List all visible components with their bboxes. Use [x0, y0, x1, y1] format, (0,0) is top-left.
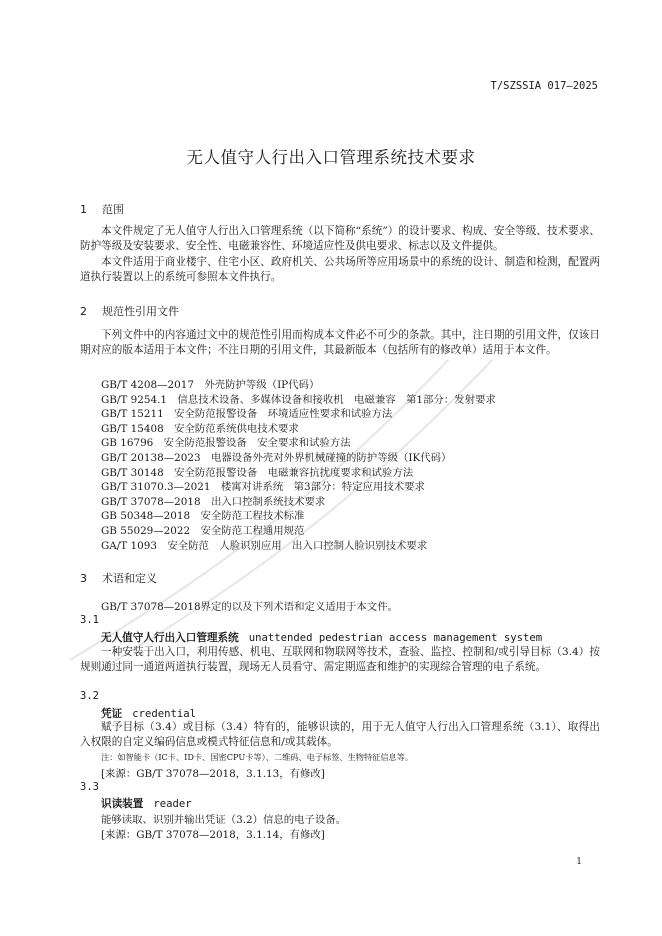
term-zh: 识读装置: [101, 798, 144, 810]
section-title: 规范性引用文件: [102, 305, 179, 318]
reference-item: GB/T 4208—2017 外壳防护等级（IP代码）: [101, 379, 320, 391]
page-number: 1: [576, 857, 582, 867]
reference-item: GB/T 20138—2023 电器设备外壳对外界机械碰撞的防护等级（IK代码）: [101, 452, 452, 464]
section-title: 术语和定义: [102, 572, 157, 585]
reference-item: GB 55029—2022 安全防范工程通用规范: [101, 525, 305, 537]
section-2-paragraph-1: 下列文件中的内容通过文中的规范性引用而构成本文件必不可少的条款。其中，注日期的引用文件，仅该日期对应的版本适用于本文件；不注日期的引用文件，其最新版本（包括所有的修改单）适用于本文件。: [80, 329, 600, 357]
term-note: 注：如智能卡（IC卡、ID卡、国密CPU卡等）、二维码、电子标签、生物特征信息等。: [101, 752, 414, 762]
clause-number: 3.3: [80, 781, 99, 793]
reference-item: GB 50348—2018 安全防范工程技术标准: [101, 510, 305, 523]
reference-item: GB/T 9254.1 信息技术设备、多媒体设备和接收机 电磁兼容 第1部分：发射要求: [101, 393, 496, 406]
section-number: 3: [80, 572, 87, 585]
reference-item: GB/T 15211 安全防范报警设备 环境适应性要求和试验方法: [101, 408, 393, 421]
reference-item: GB/T 37078—2018 出入口控制系统技术要求: [101, 495, 326, 508]
reference-item: GB/T 31070.3—2021 楼寓对讲系统 第3部分：特定应用技术要求: [101, 481, 425, 494]
clause-number: 3.2: [80, 690, 99, 702]
term-en: credential: [132, 708, 196, 720]
term-definition: 能够读取、识别并输出凭证（3.2）信息的电子设备。: [101, 814, 347, 826]
term-en: unattended pedestrian access management system: [248, 632, 543, 644]
term-definition: 一种安装于出入口，利用传感、机电、互联网和物联网等技术，查验、监控、控制和/或引导目标（3.4）按规则通过同一通道两道执行装置，现场无人员看守、需定期巡查和维护的实现综合管理的电子系统。: [80, 646, 600, 674]
reference-item: GB/T 15408 安全防范系统供电技术要求: [101, 422, 299, 435]
reference-item: GB/T 30148 安全防范报警设备 电磁兼容抗扰度要求和试验方法: [101, 466, 414, 479]
reference-item: GA/T 1093 安全防范 人脸识别应用 出入口控制人脸识别技术要求: [101, 539, 428, 552]
section-3-heading: [80, 570, 157, 586]
section-1-paragraph-1: 本文件规定了无人值守人行出入口管理系统（以下简称“系统”）的设计要求、构成、安全等级、技术要求、防护等级及安装要求、安全性、电磁兼容性、环境适应性及供电要求、标志以及文件提供。: [80, 225, 600, 253]
section-number: 1: [80, 203, 87, 216]
term-zh: 凭证: [101, 708, 123, 720]
section-1-paragraph-2: 本文件适用于商业楼宇、住宅小区、政府机关、公共场所等应用场景中的系统的设计、制造和检测，配置两道执行装置以上的系统可参照本文件执行。: [80, 256, 600, 284]
term-entry: [101, 706, 196, 721]
document-title: 无人值守人行出入口管理系统技术要求: [186, 148, 476, 167]
term-entry: [101, 796, 192, 811]
reference-item: GB 16796 安全防范报警设备 安全要求和试验方法: [101, 437, 351, 450]
clause-number: 3.1: [80, 614, 99, 626]
term-en: reader: [153, 798, 192, 810]
term-zh: 无人值守人行出入口管理系统: [101, 632, 239, 644]
section-3-intro: GB/T 37078—2018界定的以及下列术语和定义适用于本文件。: [101, 601, 398, 613]
term-source: [来源：GB/T 37078—2018，3.1.13，有修改]: [101, 768, 325, 780]
term-definition: 赋予目标（3.4）或目标（3.4）特有的，能够识读的，用于无人值守人行出入口管理系统（3.1）、取得出入权限的自定义编码信息或模式特征信息和/或其载体。: [80, 721, 600, 749]
section-2-heading: [80, 303, 179, 319]
section-number: 2: [80, 305, 87, 318]
section-1-heading: [80, 201, 124, 217]
term-source: [来源：GB/T 37078—2018，3.1.14，有修改]: [101, 829, 325, 841]
term-entry: [101, 630, 542, 645]
section-title: 范围: [102, 203, 124, 216]
document-number: T/SZSSIA 017—2025: [490, 80, 598, 92]
